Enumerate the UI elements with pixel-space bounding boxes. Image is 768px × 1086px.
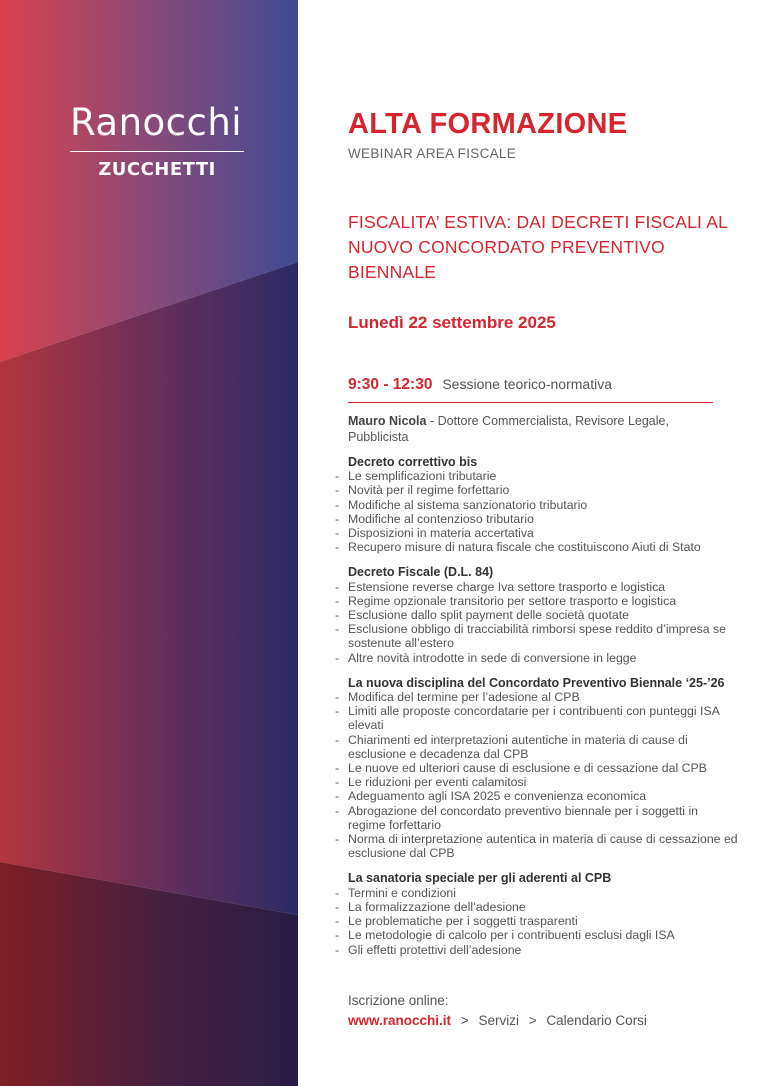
speaker-info [348,413,708,445]
section-title: La sanatoria speciale per gli aderenti al CPB [348,871,612,886]
speaker-name: Mauro Nicola [348,414,427,428]
session-divider [348,402,713,403]
list-item: - Limiti alle proposte concordatarie per i contribuenti con punteggi ISA elevati [348,704,738,732]
brand-logo-rule [70,151,244,152]
registration-path [348,1013,647,1028]
speaker-role: - Dottore Commercialista, Revisore Legale, Pubblicista [348,414,669,444]
list-item: - Le metodologie di calcolo per i contribuenti esclusi dagli ISA [348,928,738,942]
session-time: 9:30 - 12:30 [348,376,433,393]
list-item: - Modifiche al contenzioso tributario [348,512,738,526]
list-item: - Gli effetti protettivi dell’adesione [348,943,738,957]
website-link[interactable]: www.ranocchi.it [348,1013,452,1028]
list-item: - Le semplificazioni tributarie [348,469,738,483]
list-item: - Abrogazione del concordato preventivo biennale per i soggetti in regime forfettario [348,804,738,832]
list-item: - Modifica del termine per l’adesione al CPB [348,690,738,704]
registration-footer [348,993,647,1028]
breadcrumb-separator: > [528,1013,537,1028]
list-item: - Esclusione obbligo di tracciabilità rimborsi spese reddito d’impresa se sostenute all’estero [348,622,738,650]
event-date: Lunedì 22 settembre 2025 [348,313,556,332]
list-item: - Termini e condizioni [348,886,738,900]
section-title: Decreto Fiscale (D.L. 84) [348,565,494,580]
list-item: - Regime opzionale transitorio per settore trasporto e logistica [348,594,738,608]
program-section [348,871,738,956]
program-section [348,455,738,554]
brand-logo-wordmark: Ranocchi [70,101,243,144]
decorative-sidebar [0,0,298,1086]
section-list [348,580,738,665]
list-item: - Estensione reverse charge Iva settore trasporto e logistica [348,580,738,594]
breadcrumb-calendario-corsi: Calendario Corsi [546,1013,647,1028]
session-label: Sessione teorico-normativa [442,376,612,392]
page-subtitle: WEBINAR AREA FISCALE [348,146,517,161]
sidebar-band-middle [0,262,298,915]
list-item: - Modifiche al sistema sanzionatorio tributario [348,498,738,512]
list-item: - Adeguamento agli ISA 2025 e convenienza economica [348,789,738,803]
section-title: Decreto correttivo bis [348,455,478,469]
list-item: - Le riduzioni per eventi calamitosi [348,775,738,789]
page-title: ALTA FORMAZIONE [348,108,628,140]
breadcrumb-servizi: Servizi [478,1013,519,1028]
list-item: - Novità per il regime forfettario [348,483,738,497]
list-item: - Le problematiche per i soggetti trasparenti [348,914,738,928]
list-item: - Norma di interpretazione autentica in materia di cause di cessazione ed esclusione dal CPB [348,832,738,860]
brand-logo-sub: ZUCCHETTI [98,159,216,180]
event-title: FISCALITA’ ESTIVA: DAI DECRETI FISCALI AL NUOVO CONCORDATO PREVENTIVO BIENNALE [348,212,728,282]
list-item: - La formalizzazione dell’adesione [348,900,738,914]
program-section [348,565,738,664]
program-sections [348,455,738,968]
session-line [348,376,612,394]
list-item: - Disposizioni in materia accertativa [348,526,738,540]
list-item: - Recupero misure di natura fiscale che costituiscono Aiuti di Stato [348,540,738,554]
program-section [348,676,738,861]
list-item: - Le nuove ed ulteriori cause di esclusione e di cessazione dal CPB [348,761,738,775]
section-list [348,690,738,860]
registration-label: Iscrizione online: [348,993,449,1008]
section-list [348,886,738,957]
list-item: - Chiarimenti ed interpretazioni autentiche in materia di cause di esclusione e decadenza dal CPB [348,733,738,761]
list-item: - Altre novità introdotte in sede di conversione in legge [348,651,738,665]
section-title: La nuova disciplina del Concordato Preventivo Biennale ‘25-’26 [348,675,725,690]
list-item: - Esclusione dallo split payment delle società quotate [348,608,738,622]
breadcrumb-separator: > [460,1013,469,1028]
section-list [348,469,738,554]
